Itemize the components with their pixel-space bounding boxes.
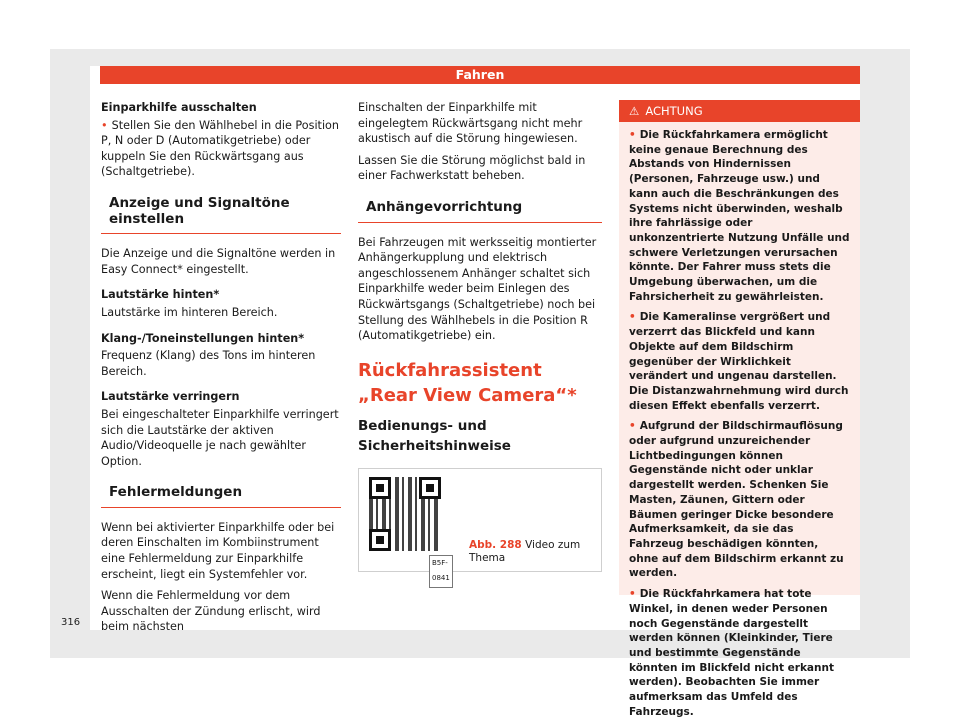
column-left — [101, 100, 341, 641]
warning-item — [629, 310, 850, 413]
bullet-icon: • — [629, 311, 636, 324]
qr-finder-icon — [419, 477, 441, 499]
warning-body — [619, 122, 860, 719]
paragraph: Lautstärke im hinteren Bereich. — [101, 305, 278, 319]
subheading-lautstaerke-hinten: Lautstärke hinten* — [101, 288, 220, 302]
paragraph: Die Anzeige und die Signaltöne werden in Easy Connect* eingestellt. — [101, 247, 336, 276]
subheading-klang: Klang-/Toneinstellungen hinten* — [101, 331, 305, 345]
subheading-einparkhilfe-aus: Einparkhilfe ausschalten — [101, 101, 257, 114]
qr-finder-icon — [369, 529, 391, 551]
bullet-icon: • — [629, 420, 636, 433]
bullet-icon: • — [629, 588, 636, 601]
heading-anhaengevorrichtung: Anhängevorrichtung — [358, 196, 602, 223]
warning-item — [629, 419, 850, 581]
figure-caption — [469, 539, 589, 565]
paragraph: Wenn die Fehlermeldung vor dem Ausschalten der Zündung erlischt, wird beim nächsten — [101, 589, 321, 634]
warning-text: Die Rückfahrkamera ermöglicht keine genaue Berechnung des Abstands von Hindernissen (Personen, Fahrzeuge usw.) und kann auch die Beschränkungen des Systems nicht überwinden, weshalb ihre fahrlässige oder unkonzentrierte Nutzung Unfälle und schwere Verletzungen verursachen könnte. Der Fahrer muss stets die Umgebung überwachen, um die Fahrsicherheit zu gewährleisten. — [629, 129, 850, 303]
column-middle — [358, 100, 602, 583]
qr-finder-icon — [369, 477, 391, 499]
warning-header — [619, 100, 860, 122]
bullet-item — [101, 118, 341, 180]
paragraph: Bei eingeschalteter Einparkhilfe verringert sich die Lautstärke der aktiven Audio/Videoquelle je nach gewählter Option. — [101, 407, 339, 468]
paragraph: Bei Fahrzeugen mit werksseitig montierter Anhängerkupplung und elektrisch angeschlossenem Anhänger schaltet sich Einparkhilfe weder beim Einlegen des Rückwärtsgangs (Schaltgetriebe) noch bei Stellung des Wählhebels in die Position R (Automatikgetriebe) ein. — [358, 235, 597, 343]
figure-number: Abb. 288 — [469, 538, 522, 551]
heading-anzeige: Anzeige und Signaltöne einstellen — [101, 192, 341, 234]
figure-video — [358, 468, 602, 583]
bullet-icon: • — [629, 129, 636, 141]
warning-item — [629, 128, 850, 304]
warning-title: ACHTUNG — [645, 104, 703, 118]
warning-box — [619, 100, 860, 718]
paragraph: Frequenz (Klang) des Tons im hinteren Bereich. — [101, 349, 316, 378]
paragraph: Lassen Sie die Störung möglichst bald in einer Fachwerkstatt beheben. — [358, 153, 586, 183]
subheading-verringern: Lautstärke verringern — [101, 390, 240, 404]
section-header: Fahren — [100, 66, 860, 84]
warning-text: Die Kameralinse vergrößert und verzerrt das Blickfeld und kann Objekte auf dem Bildschirm gegenüber der Wirklichkeit verändert und ungenau darstellen. Die Distanzwahrnehmung wird durch diesen Effekt ebenfalls verzerrt. — [629, 311, 849, 412]
chapter-title: Rückfahrassistent „Rear View Camera“* — [358, 359, 577, 406]
warning-item — [629, 587, 850, 719]
bullet-icon: • — [101, 118, 108, 132]
warning-triangle-icon: ⚠ — [629, 104, 640, 118]
bullet-text: Stellen Sie den Wählhebel in die Position P, N oder D (Automatikgetriebe) oder kuppeln Sie den Rückwärtsgang aus (Schaltgetriebe). — [101, 118, 339, 179]
qr-label: B5F-0841 — [429, 555, 453, 588]
heading-fehlermeldungen: Fehlermeldungen — [101, 481, 341, 508]
figure-text: Video zum Thema — [469, 538, 581, 564]
paragraph: Einschalten der Einparkhilfe mit eingelegtem Rückwärtsgang nicht mehr akustisch auf die Störung hingewiesen. — [358, 101, 583, 146]
qr-code[interactable] — [369, 477, 451, 583]
page-number: 316 — [61, 617, 81, 628]
paragraph: Wenn bei aktivierter Einparkhilfe oder bei deren Einschalten im Kombiinstrument eine Fehlermeldung zur Einparkhilfe erscheint, liegt ein Systemfehler vor. — [101, 520, 335, 581]
warning-text: Aufgrund der Bildschirmauflösung oder aufgrund unzureichender Lichtbedingungen können Gegenstände nicht oder unklar dargestellt werden. Schenken Sie Masten, Zäunen, Gittern oder Bäumen geringer Dicke besondere Aufmerksamkeit, da sie das Fahrzeug beschädigen könnten, ohne auf dem Bildschirm erkannt zu werden. — [629, 420, 844, 580]
warning-text: Die Rückfahrkamera hat tote Winkel, in denen weder Personen noch Gegenstände dargestellt werden können (Kleinkinder, Tiere und bestimmte Gegenstände könnten im Blickfeld nicht erkannt werden). Beobachten Sie immer aufmerksam das Umfeld des Fahrzeugs. — [629, 588, 834, 718]
heading-bedienung: Bedienungs- und Sicherheitshinweise — [358, 417, 511, 454]
